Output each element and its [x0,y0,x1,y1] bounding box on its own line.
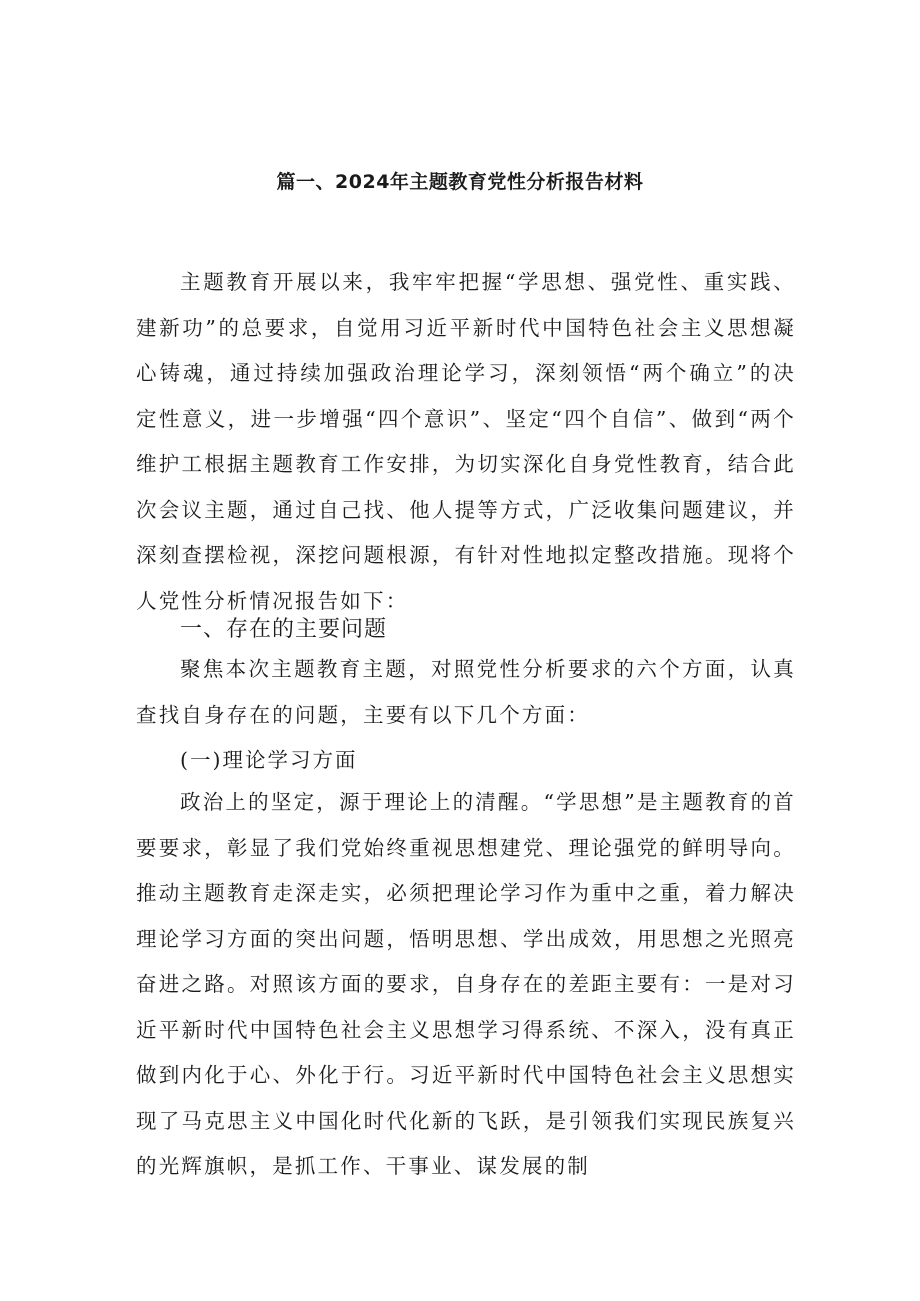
subsection-heading-theory-study: (一)理论学习方面 [180,748,358,772]
section-paragraph-problems-overview: 聚焦本次主题教育主题，对照党性分析要求的六个方面，认真查找自身存在的问题，主要有以下几个方面： [136,657,796,727]
section-heading-main-problems: 一、存在的主要问题 [180,617,388,642]
intro-paragraph: 主题教育开展以来，我牢牢把握“学思想、强党性、重实践、建新功”的总要求，自觉用习近平新时代中国特色社会主义思想凝心铸魂，通过持续加强政治理论学习，深刻领悟“两个确立”的决定性意义，进一步增强“四个意识”、坚定“四个自信”、做到“两个维护工根据主题教育工作安排，为切实深化自身党性教育，结合此次会议主题，通过自己找、他人提等方式，广泛收集问题建议，并深刻查摆检视，深挖问题根源，有针对性地拟定整改措施。现将个人党性分析情况报告如下： [136,270,796,613]
subsection-paragraph-theory-study: 政治上的坚定，源于理论上的清醒。“学思想”是主题教育的首要要求，彰显了我们党始终重视思想建党、理论强党的鲜明导向。推动主题教育走深走实，必须把理论学习作为重中之重，着力解决理论学习方面的突出问题，悟明思想、学出成效，用思想之光照亮奋进之路。对照该方面的要求，自身存在的差距主要有：一是对习近平新时代中国特色社会主义思想学习得系统、不深入，没有真正做到内化于心、外化于行。习近平新时代中国特色社会主义思想实现了马克思主义中国化时代化新的飞跃，是引领我们实现民族复兴的光辉旗帜，是抓工作、干事业、谋发展的制 [136,790,796,1178]
document-title: 篇一、2024年主题教育党性分析报告材料 [276,171,644,193]
